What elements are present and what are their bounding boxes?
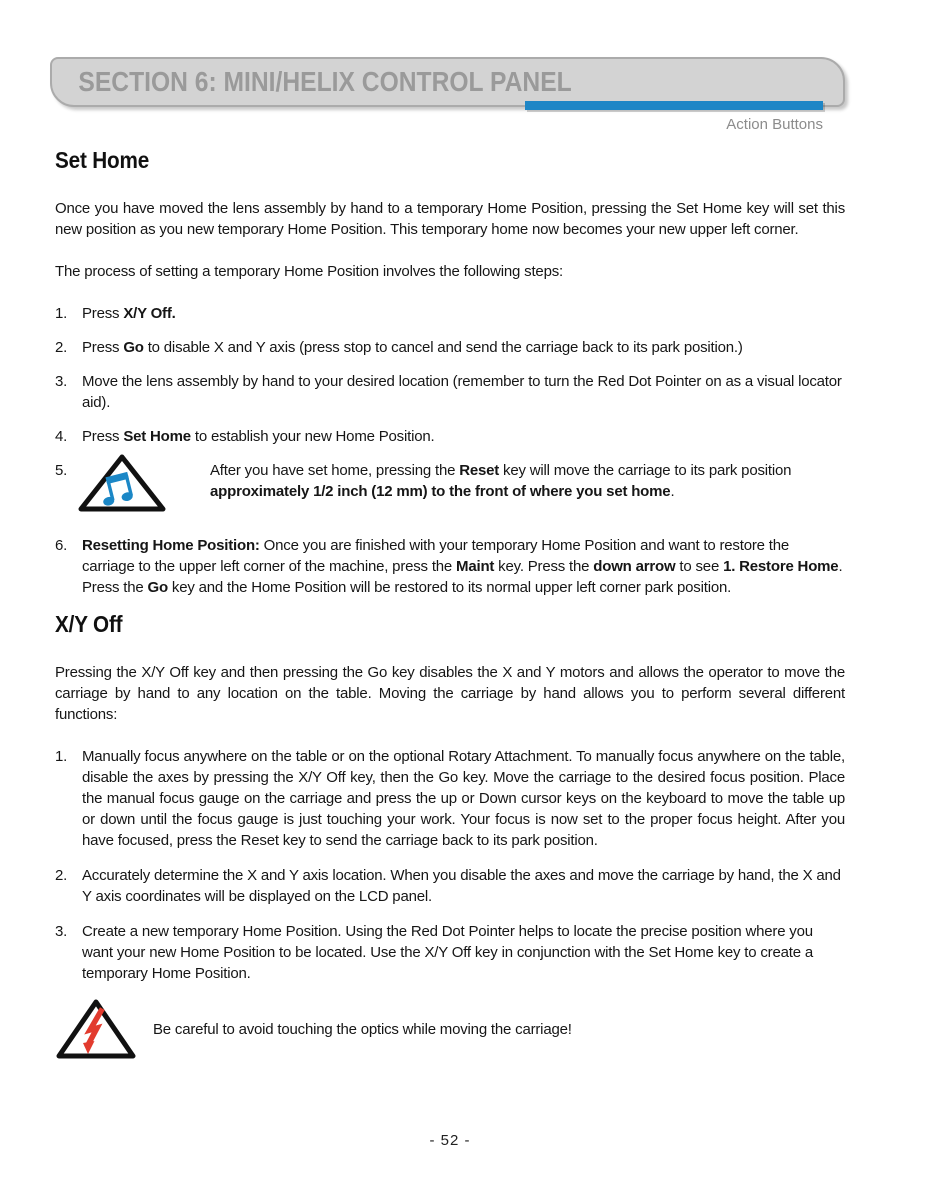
step-text: Press Set Home to establish your new Home Position.	[82, 428, 435, 445]
step-text: Create a new temporary Home Position. Using the Red Dot Pointer helps to locate the precise position where you want your new Home Position to be located. Use the X/Y Off key in conjunction with the Set Home key to create a temporary Home Position.	[82, 923, 813, 982]
step-number: 2.	[55, 867, 68, 884]
step-number: 1.	[55, 748, 68, 765]
list-item	[55, 535, 845, 598]
page-number: - 52 -	[429, 1132, 471, 1149]
step-number: 1.	[55, 305, 68, 322]
step-number: 4.	[55, 428, 68, 445]
section-banner	[50, 57, 845, 107]
xy-off-intro: Pressing the X/Y Off key and then pressing the Go key disables the X and Y motors and allows the operator to move the carriage by hand to any location on the table. Moving the carriage by hand allows you to perform several different functions:	[55, 664, 845, 723]
step-text: Move the lens assembly by hand to your desired location (remember to turn the Red Dot Pointer on as a visual locator aid).	[82, 373, 842, 411]
step-text: Press Go to disable X and Y axis (press stop to cancel and send the carriage back to its park position.)	[82, 339, 743, 356]
step-text: Accurately determine the X and Y axis location. When you disable the axes and move the carriage by hand, the X and Y axis coordinates will be displayed on the LCD panel.	[82, 867, 841, 905]
banner-caption: Action Buttons	[726, 116, 823, 133]
step-number: 5.	[55, 462, 68, 479]
list-item	[55, 303, 845, 324]
list-item	[55, 865, 845, 907]
set-home-heading: Set Home	[55, 147, 150, 173]
page-footer	[55, 1130, 845, 1151]
list-item	[55, 746, 845, 851]
step-number: 3.	[55, 373, 68, 390]
step-number: 2.	[55, 339, 68, 356]
warning-text: Be careful to avoid touching the optics while moving the carriage!	[153, 1020, 572, 1038]
warning-note	[55, 998, 845, 1060]
list-item	[55, 921, 845, 984]
warning-lightning-icon	[55, 998, 137, 1060]
step-text: Manually focus anywhere on the table or on the optional Rotary Attachment. To manually focus anywhere on the table, disable the axes by pressing the X/Y Off key, then the Go key. Move the carriage to the desired focus position. Place the manual focus gauge on the carriage and press the up or Down cursor keys on the keyboard to move the table up or down until the focus gauge is just touching your work. Your focus is now set to the proper focus height. After you have focused, press the Reset key to send the carriage back to its park position.	[82, 748, 845, 849]
music-note-triangle-icon	[77, 453, 167, 513]
list-item	[55, 460, 845, 522]
list-item	[55, 371, 845, 413]
step-text: Resetting Home Position: Once you are finished with your temporary Home Position and want to restore the carriage to the upper left corner of the machine, press the Maint key. Press the down arrow to see 1. Restore Home. Press the Go key and the Home Position will be restored to its normal upper left corner park position.	[82, 537, 843, 596]
xy-off-steps	[55, 746, 845, 984]
set-home-steps	[55, 303, 845, 598]
section-title: SECTION 6: MINI/HELIX CONTROL PANEL	[78, 66, 572, 97]
step-number: 6.	[55, 537, 68, 554]
set-home-intro: Once you have moved the lens assembly by hand to a temporary Home Position, pressing the Set Home key will set this new position as you new temporary Home Position. This temporary home now becomes your new upper left corner.	[55, 200, 845, 238]
list-item	[55, 426, 845, 447]
step-number: 3.	[55, 923, 68, 940]
step-text: Press X/Y Off.	[82, 305, 176, 322]
accent-bar	[525, 101, 823, 110]
list-item	[55, 337, 845, 358]
set-home-steps-lead: The process of setting a temporary Home Position involves the following steps:	[55, 263, 563, 280]
xy-off-heading: X/Y Off	[55, 611, 123, 637]
page-content	[55, 147, 845, 1060]
step-text: After you have set home, pressing the Reset key will move the carriage to its park position approximately 1/2 inch (12 mm) to the front of where you set home.	[210, 462, 792, 500]
